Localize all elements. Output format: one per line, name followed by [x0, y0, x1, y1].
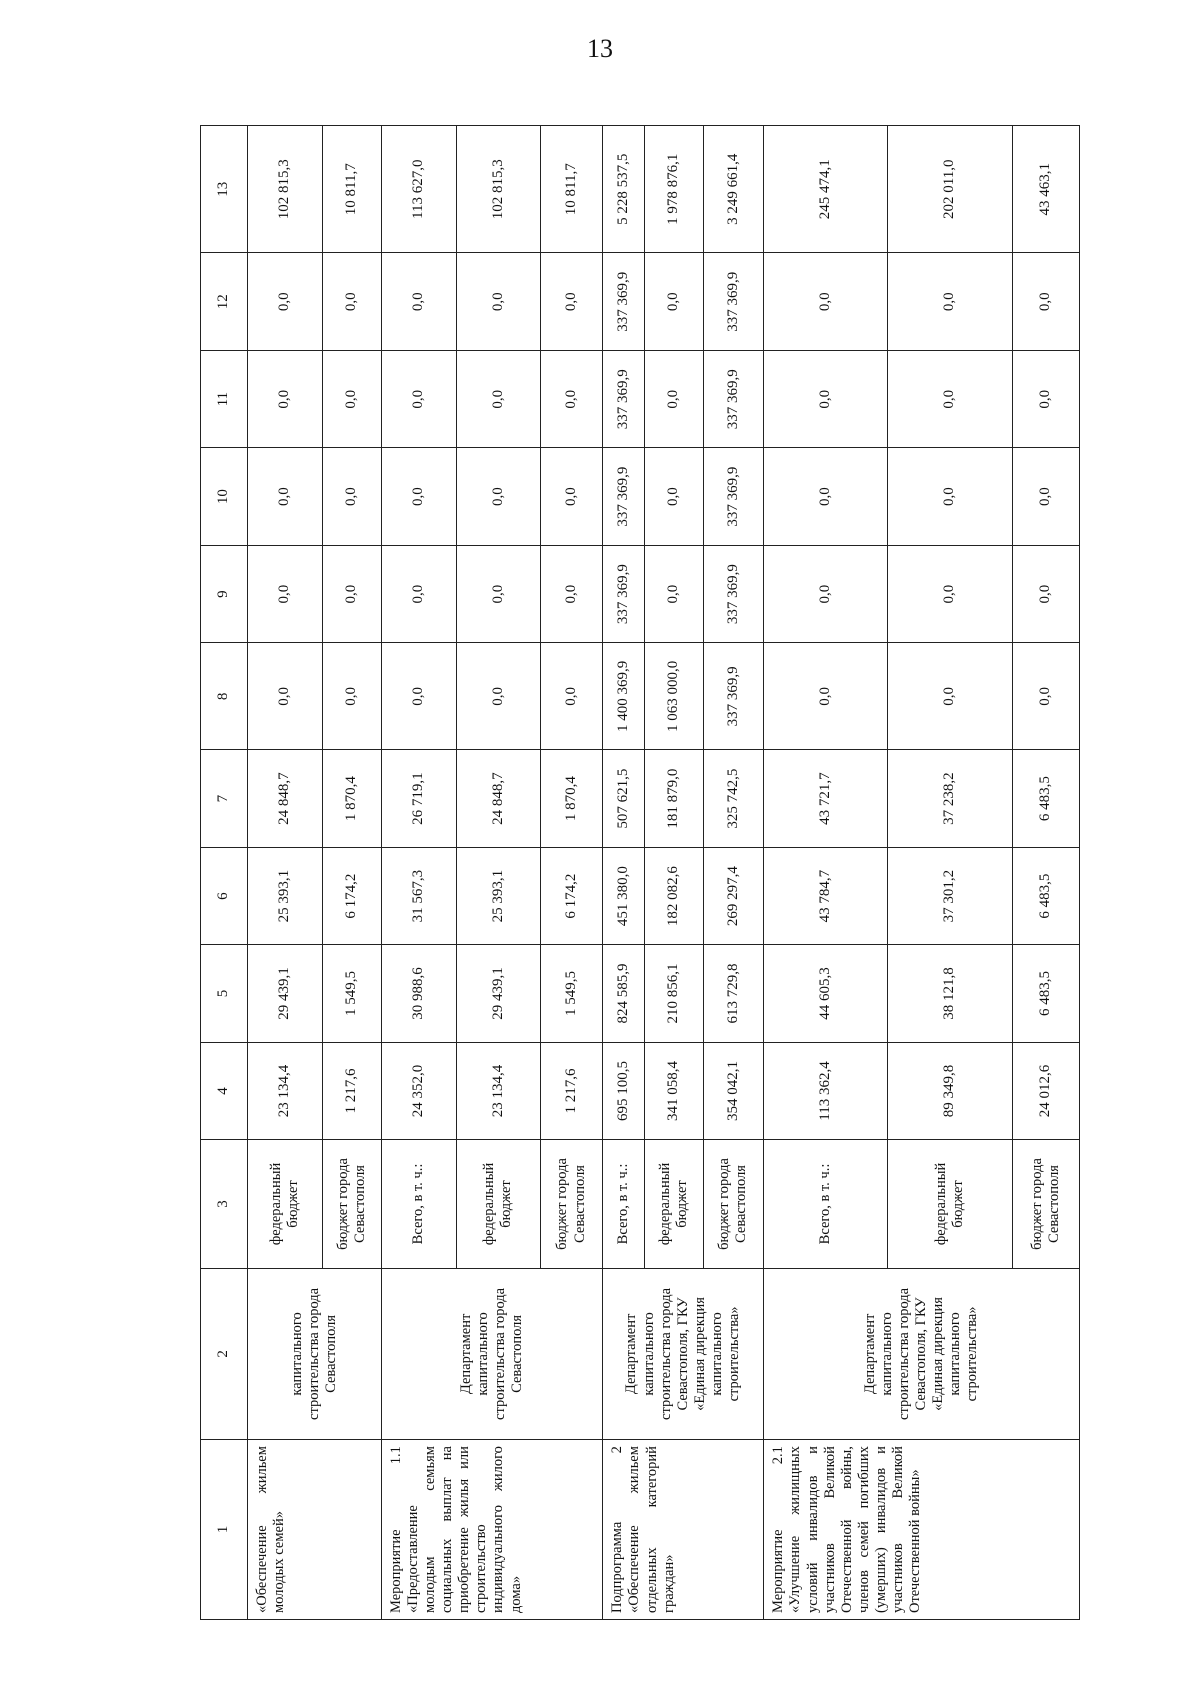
value-cell: 337 369,9 [703, 545, 764, 642]
header-cell: 8 [201, 643, 248, 750]
funding-source-cell: федеральный бюджет [887, 1140, 1012, 1269]
value-cell: 1 217,6 [540, 1042, 603, 1139]
value-cell: 0,0 [764, 643, 887, 750]
rotated-table-container [200, 125, 1080, 1620]
value-cell: 325 742,5 [703, 750, 764, 847]
total-cell: 10 811,7 [323, 126, 382, 254]
value-cell: 0,0 [645, 448, 704, 545]
header-cell: 4 [201, 1042, 248, 1139]
value-cell: 0,0 [323, 448, 382, 545]
header-cell: 1 [201, 1440, 248, 1620]
value-cell: 25 393,1 [457, 847, 541, 944]
value-cell: 0,0 [540, 253, 603, 350]
value-cell: 1 870,4 [540, 750, 603, 847]
value-cell: 0,0 [764, 253, 887, 350]
program-name-cell: «Обеспечение жильем молодых семей» [248, 1440, 382, 1620]
value-cell: 0,0 [381, 253, 456, 350]
header-cell: 10 [201, 448, 248, 545]
value-cell: 0,0 [1013, 448, 1080, 545]
header-row [201, 126, 248, 1620]
value-cell: 0,0 [381, 448, 456, 545]
value-cell: 6 483,5 [1013, 945, 1080, 1042]
header-cell: 9 [201, 545, 248, 642]
value-cell: 0,0 [248, 350, 323, 447]
value-cell: 695 100,5 [603, 1042, 645, 1139]
header-cell: 12 [201, 253, 248, 350]
table-frame [200, 125, 1080, 1620]
funding-source-cell: бюджет города Севастополя [323, 1140, 382, 1269]
value-cell: 0,0 [457, 643, 541, 750]
total-cell: 202 011,0 [887, 126, 1012, 254]
value-cell: 337 369,9 [603, 350, 645, 447]
page-number: 13 [587, 34, 613, 63]
value-cell: 0,0 [248, 448, 323, 545]
value-cell: 337 369,9 [603, 448, 645, 545]
program-name-cell: Мероприятие 1.1 «Предоставление молодым семьям социальных выплат на приобретение жилья или строительство индивидуального жилого дома» [381, 1440, 603, 1620]
value-cell: 507 621,5 [603, 750, 645, 847]
value-cell: 0,0 [248, 643, 323, 750]
value-cell: 24 848,7 [457, 750, 541, 847]
executor-cell: Департамент капитального строительства города Севастополя, ГКУ «Единая дирекция капитального строительства» [603, 1268, 764, 1439]
value-cell: 0,0 [887, 643, 1012, 750]
value-cell: 24 012,6 [1013, 1042, 1080, 1139]
value-cell: 0,0 [887, 545, 1012, 642]
funding-table [200, 125, 1080, 1620]
value-cell: 0,0 [540, 350, 603, 447]
value-cell: 337 369,9 [603, 253, 645, 350]
value-cell: 30 988,6 [381, 945, 456, 1042]
value-cell: 0,0 [457, 448, 541, 545]
header-cell: 2 [201, 1268, 248, 1439]
table-row [248, 126, 323, 1620]
table-row [764, 126, 887, 1620]
funding-source-cell: Всего, в т. ч.: [603, 1140, 645, 1269]
header-cell: 5 [201, 945, 248, 1042]
value-cell: 613 729,8 [703, 945, 764, 1042]
value-cell: 0,0 [323, 643, 382, 750]
value-cell: 24 848,7 [248, 750, 323, 847]
value-cell: 0,0 [887, 448, 1012, 545]
value-cell: 337 369,9 [703, 448, 764, 545]
value-cell: 0,0 [248, 545, 323, 642]
funding-source-cell: федеральный бюджет [248, 1140, 323, 1269]
value-cell: 6 483,5 [1013, 750, 1080, 847]
program-name-cell: Мероприятие 2.1 «Улучшение жилищных условий инвалидов и участников Великой Отечественной войны, членов семей погибших (умерших) инвалидов и участников Великой Отечественной войны» [764, 1440, 1080, 1620]
value-cell: 0,0 [381, 643, 456, 750]
value-cell: 0,0 [1013, 545, 1080, 642]
funding-source-cell: федеральный бюджет [457, 1140, 541, 1269]
funding-source-cell: федеральный бюджет [645, 1140, 704, 1269]
value-cell: 0,0 [457, 545, 541, 642]
value-cell: 1 217,6 [323, 1042, 382, 1139]
funding-source-cell: бюджет города Севастополя [703, 1140, 764, 1269]
total-cell: 5 228 537,5 [603, 126, 645, 254]
value-cell: 89 349,8 [887, 1042, 1012, 1139]
value-cell: 210 856,1 [645, 945, 704, 1042]
value-cell: 354 042,1 [703, 1042, 764, 1139]
value-cell: 23 134,4 [248, 1042, 323, 1139]
value-cell: 0,0 [887, 350, 1012, 447]
table-row [381, 126, 456, 1620]
value-cell: 0,0 [323, 545, 382, 642]
total-cell: 245 474,1 [764, 126, 887, 254]
header-cell: 6 [201, 847, 248, 944]
header-cell: 7 [201, 750, 248, 847]
value-cell: 337 369,9 [703, 350, 764, 447]
value-cell: 0,0 [1013, 643, 1080, 750]
value-cell: 26 719,1 [381, 750, 456, 847]
value-cell: 0,0 [645, 545, 704, 642]
value-cell: 1 549,5 [540, 945, 603, 1042]
header-cell: 3 [201, 1140, 248, 1269]
value-cell: 0,0 [764, 350, 887, 447]
value-cell: 451 380,0 [603, 847, 645, 944]
value-cell: 0,0 [457, 350, 541, 447]
value-cell: 0,0 [764, 448, 887, 545]
value-cell: 6 483,5 [1013, 847, 1080, 944]
value-cell: 0,0 [1013, 350, 1080, 447]
value-cell: 0,0 [887, 253, 1012, 350]
value-cell: 0,0 [323, 253, 382, 350]
value-cell: 23 134,4 [457, 1042, 541, 1139]
program-name-cell: Подпрограмма 2 «Обеспечение жильем отдельных категорий граждан» [603, 1440, 764, 1620]
header-cell: 11 [201, 350, 248, 447]
value-cell: 0,0 [540, 643, 603, 750]
value-cell: 0,0 [323, 350, 382, 447]
value-cell: 337 369,9 [703, 643, 764, 750]
total-cell: 43 463,1 [1013, 126, 1080, 254]
value-cell: 29 439,1 [248, 945, 323, 1042]
value-cell: 0,0 [457, 253, 541, 350]
value-cell: 181 879,0 [645, 750, 704, 847]
value-cell: 1 063 000,0 [645, 643, 704, 750]
value-cell: 37 238,2 [887, 750, 1012, 847]
funding-source-cell: Всего, в т. ч.: [764, 1140, 887, 1269]
value-cell: 43 784,7 [764, 847, 887, 944]
value-cell: 6 174,2 [540, 847, 603, 944]
value-cell: 341 058,4 [645, 1042, 704, 1139]
header-cell: 13 [201, 126, 248, 254]
total-cell: 102 815,3 [457, 126, 541, 254]
value-cell: 337 369,9 [603, 545, 645, 642]
value-cell: 0,0 [645, 350, 704, 447]
value-cell: 29 439,1 [457, 945, 541, 1042]
value-cell: 113 362,4 [764, 1042, 887, 1139]
value-cell: 31 567,3 [381, 847, 456, 944]
value-cell: 0,0 [764, 545, 887, 642]
executor-cell: капитального строительства города Севастополя [248, 1268, 382, 1439]
value-cell: 0,0 [645, 253, 704, 350]
value-cell: 44 605,3 [764, 945, 887, 1042]
value-cell: 0,0 [540, 545, 603, 642]
value-cell: 182 082,6 [645, 847, 704, 944]
value-cell: 37 301,2 [887, 847, 1012, 944]
value-cell: 38 121,8 [887, 945, 1012, 1042]
value-cell: 24 352,0 [381, 1042, 456, 1139]
value-cell: 337 369,9 [703, 253, 764, 350]
total-cell: 1 978 876,1 [645, 126, 704, 254]
value-cell: 25 393,1 [248, 847, 323, 944]
value-cell: 1 870,4 [323, 750, 382, 847]
value-cell: 0,0 [248, 253, 323, 350]
total-cell: 102 815,3 [248, 126, 323, 254]
value-cell: 0,0 [381, 350, 456, 447]
funding-source-cell: бюджет города Севастополя [540, 1140, 603, 1269]
value-cell: 1 400 369,9 [603, 643, 645, 750]
executor-cell: Департамент капитального строительства города Севастополя [381, 1268, 603, 1439]
value-cell: 43 721,7 [764, 750, 887, 847]
value-cell: 0,0 [540, 448, 603, 545]
total-cell: 113 627,0 [381, 126, 456, 254]
table-row [603, 126, 645, 1620]
value-cell: 269 297,4 [703, 847, 764, 944]
total-cell: 3 249 661,4 [703, 126, 764, 254]
value-cell: 1 549,5 [323, 945, 382, 1042]
value-cell: 824 585,9 [603, 945, 645, 1042]
executor-cell: Департамент капитального строительства города Севастополя, ГКУ «Единая дирекция капитального строительства» [764, 1268, 1080, 1439]
value-cell: 0,0 [381, 545, 456, 642]
funding-source-cell: Всего, в т. ч.: [381, 1140, 456, 1269]
total-cell: 10 811,7 [540, 126, 603, 254]
value-cell: 6 174,2 [323, 847, 382, 944]
value-cell: 0,0 [1013, 253, 1080, 350]
funding-source-cell: бюджет города Севастополя [1013, 1140, 1080, 1269]
